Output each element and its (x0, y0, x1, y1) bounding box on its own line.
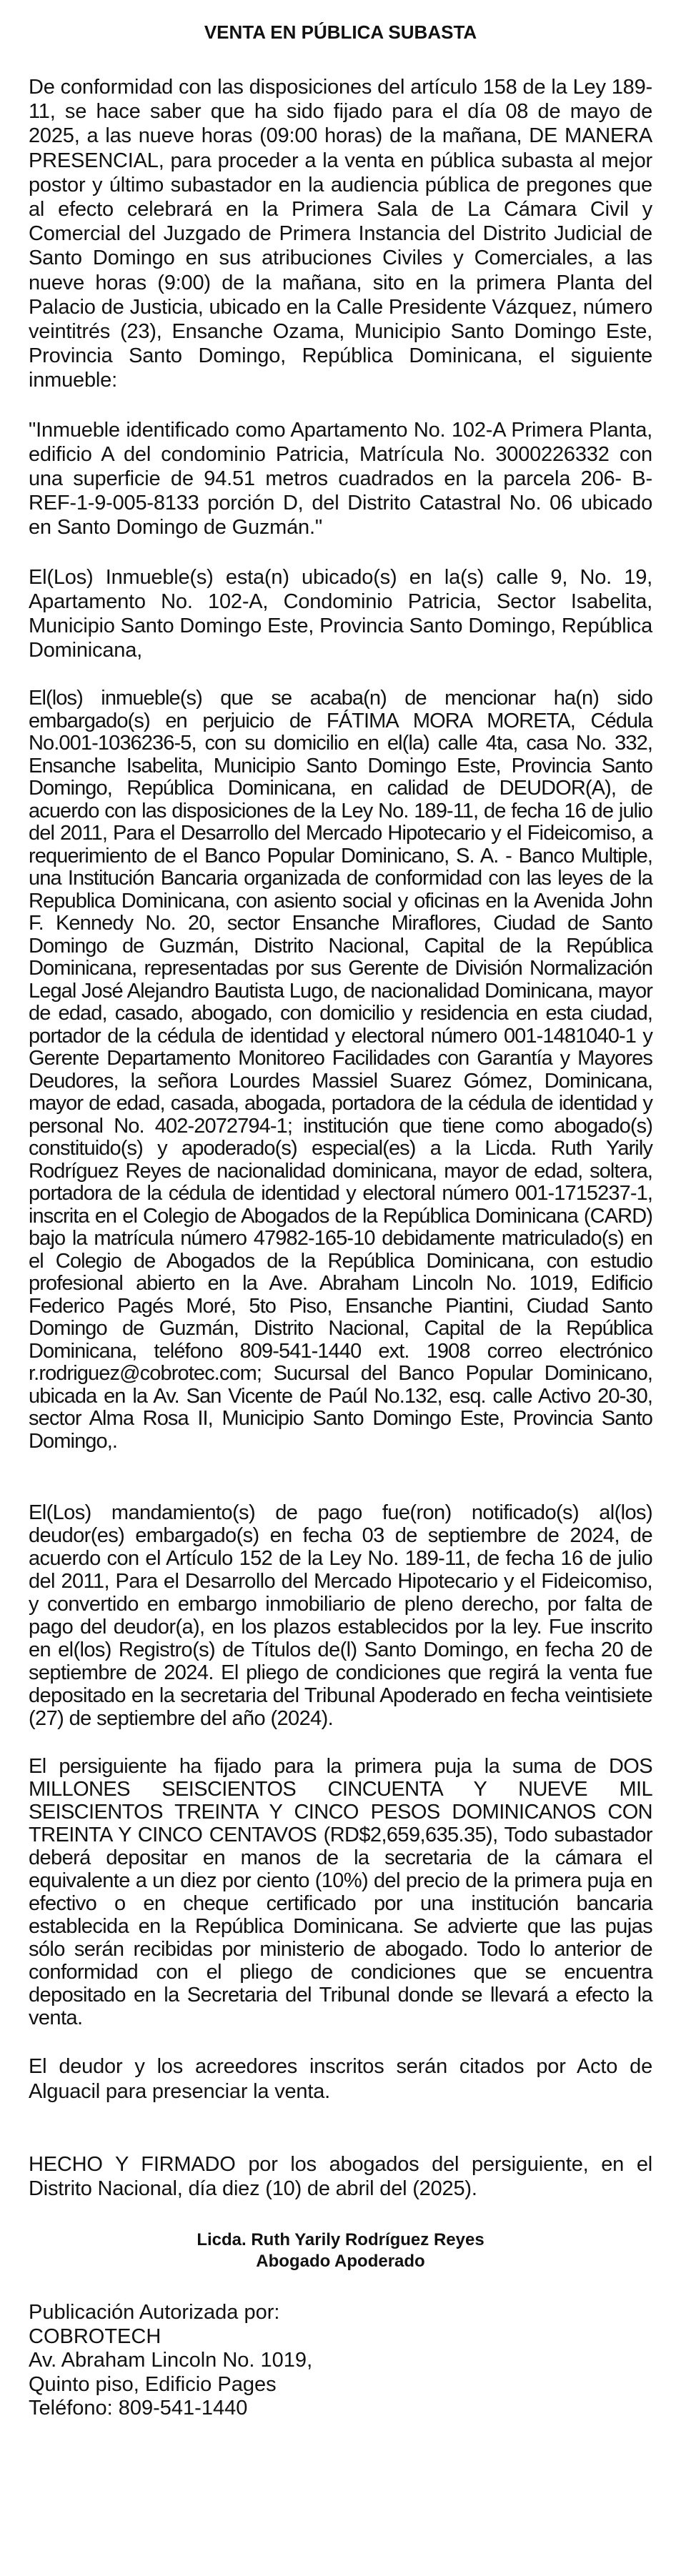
publication-footer (29, 2301, 652, 2421)
payment-order-paragraph: El(Los) mandamiento(s) de pago fue(ron) notificado(s) al(los) deudor(es) embargado(s) en fecha 03 de septiembre de 2024, de acuerdo con el Artículo 152 de la Ley No. 189-11, de fecha 16 de julio del 2011, Para el Desarrollo del Mercado Hipotecario y el Fideicomiso, y convertido en embargo inmobiliario de pleno derecho, por falta de pago del deudor(a), en los plazos establecidos por la ley. Fue inscrito en el(los) Registro(s) de Títulos de(l) Santo Domingo, en fecha 20 de septiembre de 2024. El pliego de condiciones que regirá la venta fue depositado en la secretaria del Tribunal Apoderado en fecha veintisiete (27) de septiembre del año (2024). (29, 1501, 652, 1731)
signature-role: Abogado Apoderado (256, 2252, 425, 2272)
first-bid-paragraph: El persiguiente ha fijado para la primera puja la suma de DOS MILLONES SEISCIENTOS CINCUENTA Y NUEVE MIL SEISCIENTOS TREINTA Y CINCO PESOS DOMINICANOS CON TREINTA Y CINCO CENTAVOS (RD$2,659,635.35), Todo subastador deberá depositar en manos de la secretaria de la cámara el equivalente a un diez por ciento (10%) del precio de la primera puja en efectivo o en cheque certificado por una institución bancaria establecida en la República Dominicana. Se advierte que las pujas sólo serán recibidas por ministerio de abogado. Todo lo anterior de conformidad con el pliego de condiciones que se encuentra depositado en la Secretaria del Tribunal donde se llevará a efecto la venta. (29, 1755, 652, 2030)
notice-title: VENTA EN PÚBLICA SUBASTA (204, 21, 477, 43)
footer-line-address: Av. Abraham Lincoln No. 1019, (29, 2349, 313, 2372)
seizure-details-paragraph: El(los) inmueble(s) que se acaba(n) de mencionar ha(n) sido embargado(s) en perjuicio de FÁTIMA MORA MORETA, Cédula No.001-1036236-5, con su domicilio en el(la) calle 4ta, casa No. 332, Ensanche Isabelita, Municipio Santo Domingo Este, Provincia Santo Domingo, República Dominicana, en calidad de DEUDOR(A), de acuerdo con las disposiciones de la Ley No. 189-11, de fecha 16 de julio del 2011, Para el Desarrollo del Mercado Hipotecario y el Fideicomiso, a requerimiento de el Banco Popular Dominicano, S. A. - Banco Multiple, una Institución Bancaria organizada de conformidad con las leyes de la Republica Dominicana, con asiento social y oficinas en la Avenida John F. Kennedy No. 20, sector Ensanche Miraflores, Ciudad de Santo Domingo de Guzmán, Distrito Nacional, Capital de la República Dominicana, representadas por sus Gerente de División Normalización Legal José Alejandro Bautista Lugo, de nacionalidad Dominicana, mayor de edad, casado, abogado, con domicilio y residencia en esta ciudad, portador de la cédula de identidad y electoral número 001-1481040-1 y Gerente Departamento Monitoreo Facilidades con Garantía y Mayores Deudores, la señora Lourdes Massiel Suarez Gómez, Dominicana, mayor de edad, casada, abogada, portadora de la cédula de identidad y personal No. 402-2072794-1; institución que tiene como abogado(s) constituido(s) y apoderado(s) especial(es) a la Licda. Ruth Yarily Rodríguez Reyes de nacionalidad dominicana, mayor de edad, soltera, portadora de la cédula de identidad y electoral número 001-1715237-1, inscrita en el Colegio de Abogados de la República Dominicana (CARD) bajo la matrícula número 47982-165-10 debidamente matriculado(s) en el Colegio de Abogados de la República Dominicana, con estudio profesional abierto en la Ave. Abraham Lincoln No. 1019, Edificio Federico Pagés Moré, 5to Piso, Ensanche Piantini, Ciudad Santo Domingo de Guzmán, Distrito Nacional, Capital de la República Dominicana, teléfono 809-541-1440 ext. 1908 correo electrónico r.rodriguez@cobrotec.com; Sucursal del Banco Popular Dominicano, ubicada en la Av. San Vicente de Paúl No.132, esq. calle Activo 20-30, sector Alma Rosa II, Municipio Santo Domingo Este, Provincia Santo Domingo,. (29, 687, 652, 1453)
signature-block (29, 2229, 652, 2272)
property-description-paragraph: "Inmueble identificado como Apartamento No. 102-A Primera Planta, edificio A del condominio Patricia, Matrícula No. 3000226332 con una superficie de 94.51 metros cuadrados en la parcela 206- B-REF-1-9-005-8133 porción D, del Distrito Catastral No. 06 ubicado en Santo Domingo de Guzmán." (29, 418, 652, 539)
footer-line-company: COBROTECH (29, 2324, 161, 2348)
property-location-paragraph: El(Los) Inmueble(s) esta(n) ubicado(s) en la(s) calle 9, No. 19, Apartamento No. 102-A, Condominio Patricia, Sector Isabelita, Municipio Santo Domingo Este, Provincia Santo Domingo, República Dominicana, (29, 565, 652, 662)
footer-line-phone: Teléfono: 809-541-1440 (29, 2397, 248, 2420)
signature-name: Licda. Ruth Yarily Rodríguez Reyes (197, 2230, 484, 2250)
creditors-summons-paragraph: El deudor y los acreedores inscritos serán citados por Acto de Alguacil para presenciar la venta. (29, 2055, 652, 2103)
intro-paragraph: De conformidad con las disposiciones del artículo 158 de la Ley 189-11, se hace saber que ha sido fijado para el día 08 de mayo de 2025, a las nueve horas (09:00 horas) de la mañana, DE MANERA PRESENCIAL, para proceder a la venta en pública subasta al mejor postor y último subastador en la audiencia pública de pregones que al efecto celebrará en la Primera Sala de La Cámara Civil y Comercial del Juzgado de Primera Instancia del Distrito Judicial de Santo Domingo en sus atribuciones Civiles y Comerciales, a las nueve horas (9:00) de la mañana, sito en la primera Planta del Palacio de Justicia, ubicado en la Calle Presidente Vázquez, número veintitrés (23), Ensanche Ozama, Municipio Santo Domingo Este, Provincia Santo Domingo, República Dominicana, el siguiente inmueble: (29, 76, 652, 392)
footer-line-authorized: Publicación Autorizada por: (29, 2301, 280, 2324)
footer-line-floor: Quinto piso, Edificio Pages (29, 2372, 277, 2396)
signed-done-paragraph: HECHO Y FIRMADO por los abogados del persiguiente, en el Distrito Nacional, día diez (10) de abril del (2025). (29, 2152, 652, 2201)
